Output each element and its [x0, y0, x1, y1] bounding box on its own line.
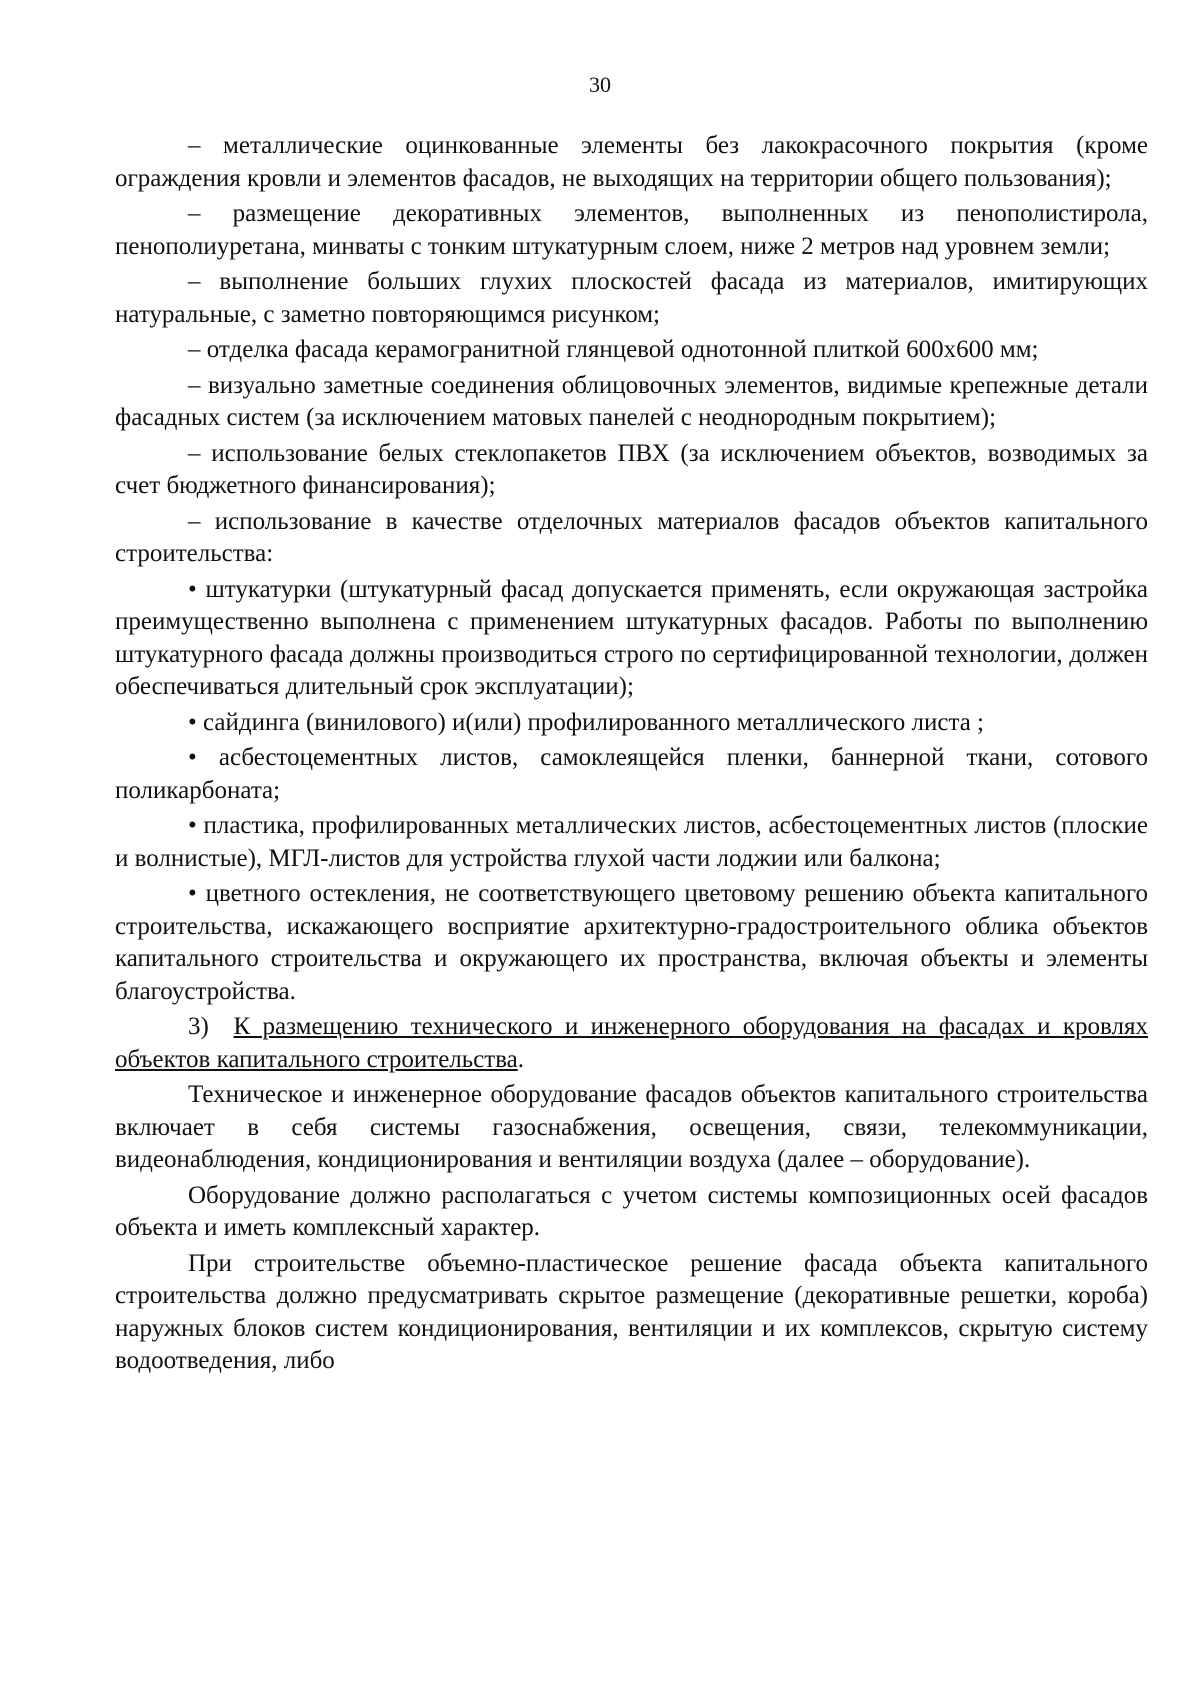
list-item-decorative-elements: – размещение декоративных элементов, выполненных из пенополистирола, пенополиуретана, минваты с тонким штукатурным слоем, ниже 2 метров над уровнем земли;	[115, 200, 1148, 260]
bullet-plastic: • пластика, профилированных металлических листов, асбестоцементных листов (плоские и волнистые), МГЛ-листов для устройства глухой части лоджии или балкона;	[115, 812, 1148, 872]
bullet-asbestos-sheets: • асбестоцементных листов, самоклеящейся пленки, баннерной ткани, сотового поликарбоната;	[115, 744, 1148, 804]
paragraph-equipment-placement: Оборудование должно располагаться с учетом системы композиционных осей фасадов объекта и иметь комплексный характер.	[115, 1181, 1148, 1241]
list-item-pvc-windows: – использование белых стеклопакетов ПВХ (за исключением объектов, возводимых за счет бюджетного финансирования);	[115, 439, 1148, 499]
list-item-blank-planes: – выполнение больших глухих плоскостей фасада из материалов, имитирующих натуральные, с заметно повторяющимся рисунком;	[115, 268, 1148, 328]
bullet-colored-glazing: • цветного остекления, не соответствующего цветовому решению объекта капитального строительства, искажающего восприятие архитектурно-градостроительного облика объектов капитального строительства и окружающего их пространства, включая объекты и элементы благоустройства.	[115, 880, 1148, 1005]
bullet-plaster: • штукатурки (штукатурный фасад допускается применять, если окружающая застройка преимущественно выполнена с применением штукатурных фасадов. Работы по выполнению штукатурного фасада должны производиться строго по сертифицированной технологии, должен обеспечиваться длительный срок эксплуатации);	[115, 575, 1148, 700]
page-number: 30	[589, 72, 611, 97]
list-item-galvanized-elements: – металлические оцинкованные элементы без лакокрасочного покрытия (кроме ограждения кровли и элементов фасадов, не выходящих на территории общего пользования);	[115, 132, 1148, 192]
list-item-visible-joints: – визуально заметные соединения облицовочных элементов, видимые крепежные детали фасадных систем (за исключением матовых панелей с неоднородным покрытием);	[115, 371, 1148, 431]
paragraph-construction: При строительстве объемно-пластическое решение фасада объекта капитального строительства должно предусматривать скрытое размещение (декоративные решетки, короба) наружных блоков систем кондиционирования, вентиляции и их комплексов, скрытую систему водоотведения, либо	[115, 1249, 1148, 1374]
section-number: 3)	[188, 1013, 209, 1040]
list-item-finishing-materials: – использование в качестве отделочных материалов фасадов объектов капитального строительства:	[115, 507, 1148, 567]
list-item-porcelain-tile: – отделка фасада керамогранитной глянцевой однотонной плиткой 600х600 мм;	[188, 336, 1039, 363]
section-heading-end: .	[517, 1045, 525, 1073]
paragraph-equipment-definition: Техническое и инженерное оборудование фасадов объектов капитального строительства включает в себя системы газоснабжения, освещения, связи, телекоммуникации, видеонаблюдения, кондиционирования и вентиляции воздуха (далее – оборудование).	[115, 1081, 1148, 1173]
section-heading-text: К размещению технического и инженерного оборудования на фасадах и кровлях объектов капитального строительства	[115, 1013, 1149, 1073]
bullet-siding: • сайдинга (винилового) и(или) профилированного металлического листа ;	[188, 708, 984, 736]
section-heading	[115, 1011, 1148, 1076]
document-body	[115, 130, 1148, 1378]
